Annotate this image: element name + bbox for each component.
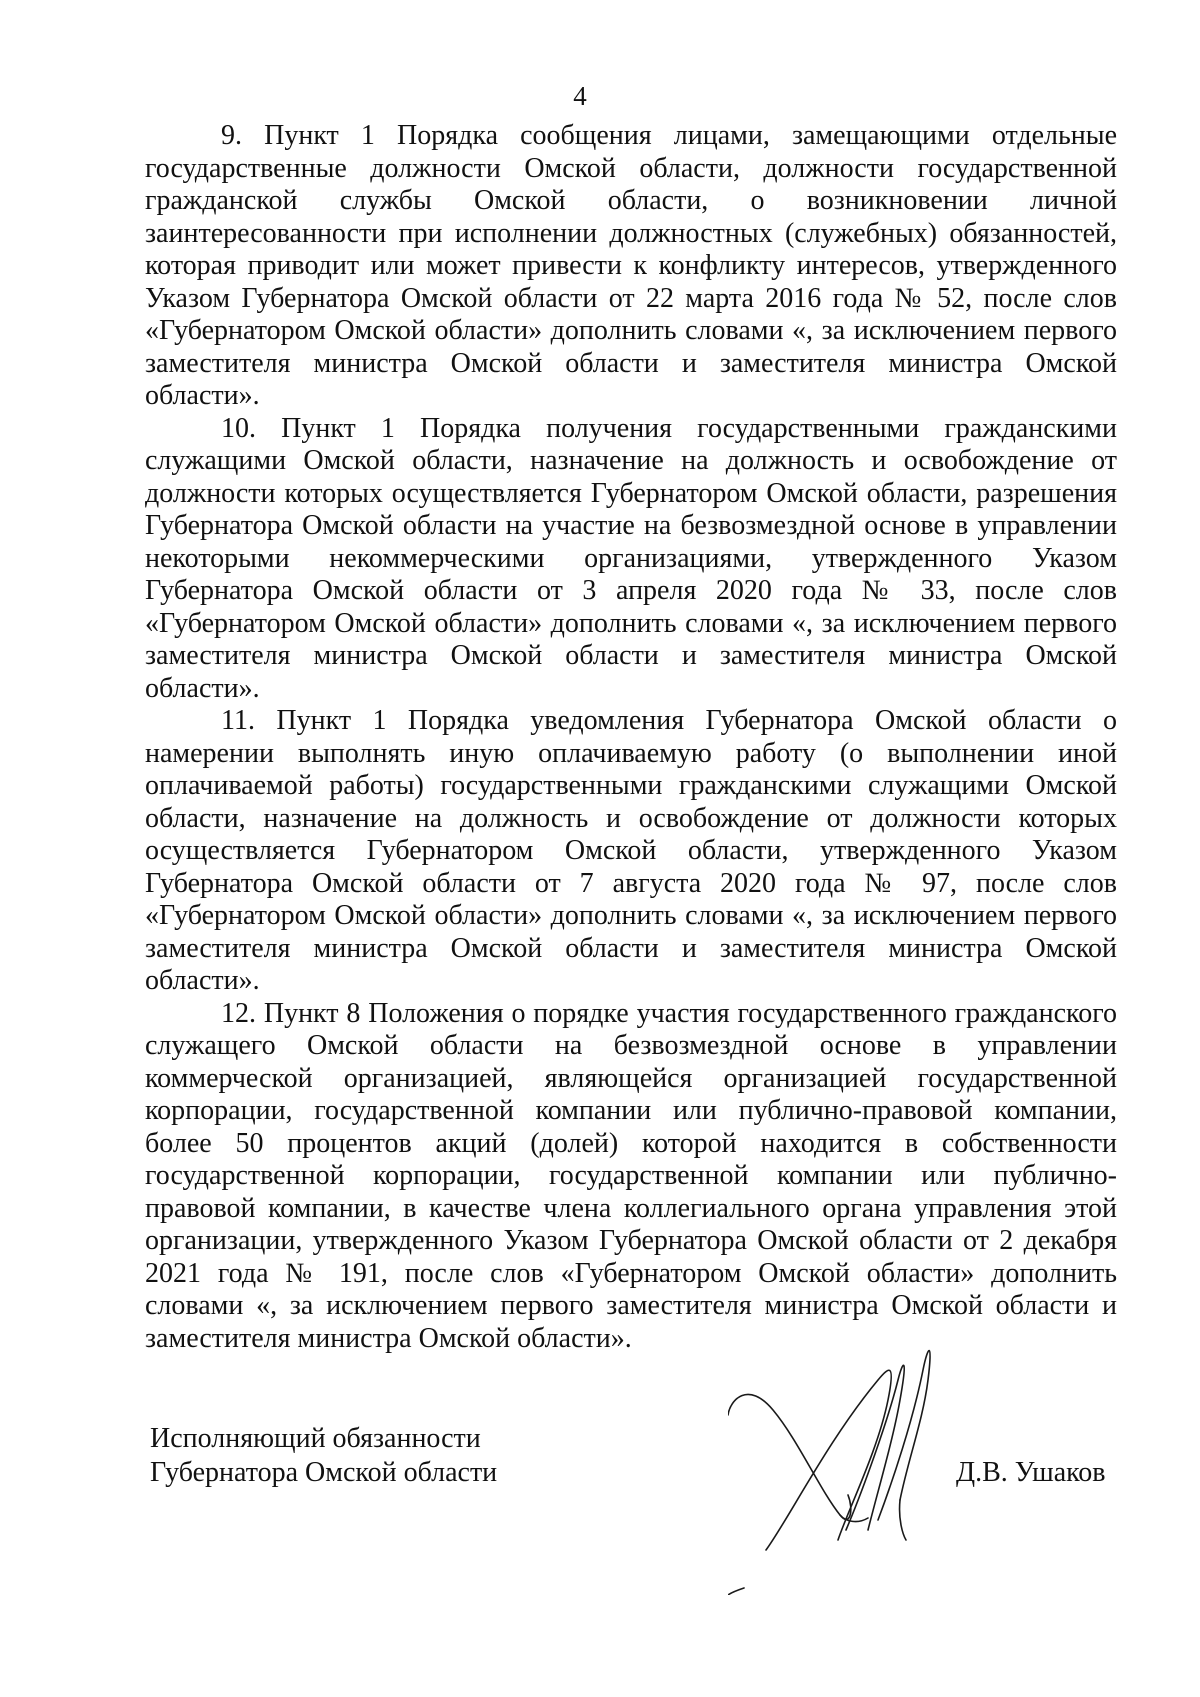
paragraph-10: 10. Пункт 1 Порядка получения государственными гражданскими служащими Омской области, назначение на должность и освобождение от должности которых осуществляется Губернатором Омской области, разрешения Губернатора Омской области на участие на безвозмездной основе в управлении некоторыми некоммерческими организациями, утвержденного Указом Губернатора Омской области от 3 апреля 2020 года № 33, после слов «Губернатором Омской области» дополнить словами «, за исключением первого заместителя министра Омской области и заместителя министра Омской области». xyxy=(145,412,1117,704)
signatory-position-line-1: Исполняющий обязанности xyxy=(150,1423,481,1454)
document-body xyxy=(145,120,1117,1355)
paragraph-11: 11. Пункт 1 Порядка уведомления Губернатора Омской области о намерении выполнять иную оплачиваемую работу (о выполнении иной оплачиваемой работы) государственными гражданскими служащими Омской области, назначение на должность и освобождение от должности которых осуществляется Губернатором Омской области, утвержденного Указом Губернатора Омской области от 7 августа 2020 года № 97, после слов «Губернатором Омской области» дополнить словами «, за исключением первого заместителя министра Омской области и заместителя министра Омской области». xyxy=(145,705,1117,996)
page-number: 4 xyxy=(573,81,587,111)
signatory-position xyxy=(150,1422,497,1490)
paragraph-9: 9. Пункт 1 Порядка сообщения лицами, замещающими отдельные государственные должности Омской области, должности государственной гражданской службы Омской области, о возникновении личной заинтересованности при исполнении должностных (служебных) обязанностей, которая приводит или может привести к конфликту интересов, утвержденного Указом Губернатора Омской области от 22 марта 2016 года № 52, после слов «Губернатором Омской области» дополнить словами «, за исключением первого заместителя министра Омской области и заместителя министра Омской области». xyxy=(145,120,1117,411)
signatory-position-line-2: Губернатора Омской области xyxy=(150,1457,498,1488)
handwritten-signature xyxy=(728,1340,958,1595)
paragraph-12: 12. Пункт 8 Положения о порядке участия государственного гражданского служащего Омской области на безвозмездной основе в управлении коммерческой организацией, являющейся организацией государственной корпорации, государственной компании или публично-правовой компании, более 50 процентов акций (долей) которой находится в собственности государственной корпорации, государственной компании или публично-правовой компании, в качестве члена коллегиального органа управления этой организации, утвержденного Указом Губернатора Омской области от 2 декабря 2021 года № 191, после слов «Губернатором Омской области» дополнить словами «, за исключением первого заместителя министра Омской области и заместителя министра Омской области». xyxy=(145,997,1117,1354)
signatory-name: Д.В. Ушаков xyxy=(956,1457,1106,1488)
